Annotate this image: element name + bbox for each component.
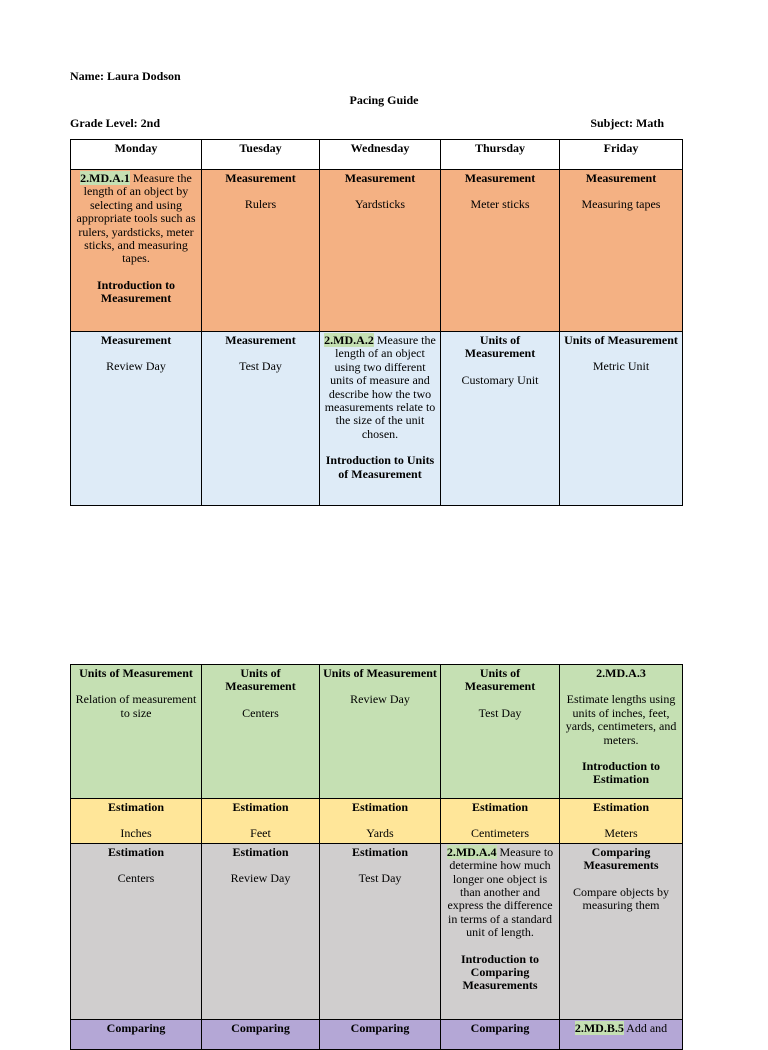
cell-w1-tuesday [202, 170, 320, 332]
cell-subtitle: Review Day [350, 692, 410, 707]
grade-level: Grade Level: 2nd [70, 116, 160, 130]
cell-title: Measurement [585, 171, 657, 185]
week-row-4 [71, 799, 683, 844]
day-tuesday: Tuesday [202, 140, 320, 170]
cell-title: Estimation [107, 844, 164, 859]
standard-text: Estimate lengths using units of inches, feet, yards, centimeters, and meters. [565, 692, 677, 747]
cell-w2-wednesday [320, 332, 441, 506]
cell-w5-tuesday [202, 843, 320, 1019]
cell-subtitle: Measuring tapes [581, 197, 661, 212]
cell-w5-monday [71, 843, 202, 1019]
standard-code: 2.MD.A.3 [596, 666, 646, 680]
cell-title: Units of Measurement [464, 333, 536, 361]
cell-w2-monday [71, 332, 202, 506]
week-row-6 [71, 1019, 683, 1049]
cell-w5-friday [560, 843, 683, 1019]
cell-w3-tuesday [202, 665, 320, 799]
cell-subtitle: Inches [120, 826, 152, 841]
cell-subtitle: Meter sticks [470, 197, 530, 212]
cell-w4-wednesday [320, 799, 441, 844]
cell-title: Estimation [351, 844, 408, 859]
standard-text: Add and [623, 1020, 668, 1035]
cell-w2-thursday [441, 332, 560, 506]
day-wednesday: Wednesday [320, 140, 441, 170]
cell-w3-monday [71, 665, 202, 799]
week-row-1 [71, 170, 683, 332]
standard-code: 2.MD.A.4 [446, 844, 497, 859]
cell-title: Units of Measurement [79, 666, 193, 680]
cell-title: Estimation [592, 800, 649, 814]
cell-w6-monday [71, 1019, 202, 1049]
cell-title: Measurement [464, 171, 536, 185]
cell-title: Units of Measurement [464, 666, 536, 694]
cell-title: Comparing [470, 1020, 530, 1035]
standard-code: 2.MD.A.1 [80, 171, 130, 185]
cell-subtitle: Test Day [358, 871, 402, 886]
cell-subtitle: Centers [117, 871, 155, 886]
cell-subtitle: Test Day [239, 359, 282, 374]
standard-text: Measure to determine how much longer one object is than another and express the difference in terms of a standard unit of length. [447, 844, 554, 940]
cell-subtitle: Metric Unit [592, 359, 650, 374]
day-thursday: Thursday [441, 140, 560, 170]
standard-text: Measure the length of an object by selecting and using appropriate tools such as rulers, yardsticks, meter sticks, and measuring tapes. [76, 171, 196, 266]
cell-w4-tuesday [202, 799, 320, 844]
cell-title: Estimation [107, 800, 164, 814]
cell-w2-tuesday [202, 332, 320, 506]
cell-subtitle: Customary Unit [461, 372, 539, 387]
intro-label: Introduction to Units of Measurement [325, 453, 435, 481]
cell-w3-thursday [441, 665, 560, 799]
cell-title: Measurement [225, 333, 296, 347]
cell-title: Measurement [225, 171, 296, 185]
day-friday: Friday [560, 140, 683, 170]
cell-w6-friday [560, 1019, 683, 1049]
standard-code: 2.MD.A.2 [324, 333, 374, 347]
cell-w1-friday [560, 170, 683, 332]
cell-subtitle: Centers [242, 705, 279, 720]
intro-label: Introduction to Measurement [96, 277, 176, 306]
cell-w6-tuesday [202, 1019, 320, 1049]
cell-subtitle: Meters [604, 826, 638, 841]
pacing-table-1 [70, 139, 683, 506]
cell-w2-friday [560, 332, 683, 506]
cell-w3-wednesday [320, 665, 441, 799]
cell-w4-friday [560, 799, 683, 844]
weekday-header-row [71, 140, 683, 170]
cell-w6-thursday [441, 1019, 560, 1049]
cell-subtitle: Compare objects by measuring them [573, 884, 669, 913]
cell-subtitle: Yards [366, 826, 394, 841]
cell-w5-wednesday [320, 843, 441, 1019]
pacing-table-2 [70, 664, 683, 1050]
cell-title: Comparing [350, 1020, 410, 1035]
cell-subtitle: Feet [250, 826, 271, 841]
day-monday: Monday [71, 140, 202, 170]
cell-title: Measurement [100, 333, 172, 347]
cell-subtitle: Centimeters [471, 826, 529, 841]
intro-label: Introduction to Comparing Measurements [460, 951, 540, 993]
cell-title: Comparing [231, 1020, 290, 1035]
cell-title: Comparing [106, 1020, 166, 1035]
week-row-3 [71, 665, 683, 799]
standard-code: 2.MD.B.5 [574, 1020, 624, 1035]
cell-title: Estimation [232, 844, 289, 859]
cell-title: Units of Measurement [564, 333, 678, 347]
week-row-2 [71, 332, 683, 506]
cell-w1-wednesday [320, 170, 441, 332]
cell-title: Estimation [471, 800, 528, 814]
cell-title: Comparing Measurements [583, 844, 659, 873]
cell-w5-thursday [441, 843, 560, 1019]
cell-w4-monday [71, 799, 202, 844]
page-title: Pacing Guide [349, 93, 419, 107]
cell-w3-friday [560, 665, 683, 799]
cell-title: Units of Measurement [225, 666, 296, 694]
cell-subtitle: Relation of measurement to size [75, 692, 197, 720]
standard-text: Measure the length of an object using two different units of measure and describe how the two measurements relate to the size of the unit chosen. [324, 333, 436, 441]
cell-w1-monday [71, 170, 202, 332]
cell-subtitle: Rulers [244, 197, 277, 212]
cell-title: Units of Measurement [323, 666, 437, 680]
cell-title: Estimation [232, 800, 289, 814]
cell-w4-thursday [441, 799, 560, 844]
cell-title: Estimation [351, 800, 408, 814]
student-name: Name: Laura Dodson [70, 69, 181, 83]
cell-subtitle: Review Day [230, 871, 291, 886]
subject: Subject: Math [590, 116, 664, 130]
cell-subtitle: Test Day [478, 705, 522, 720]
cell-title: Measurement [344, 171, 416, 185]
intro-label: Introduction to Estimation [581, 759, 661, 787]
cell-w6-wednesday [320, 1019, 441, 1049]
cell-subtitle: Yardsticks [354, 197, 406, 212]
cell-subtitle: Review Day [106, 359, 166, 374]
week-row-5 [71, 843, 683, 1019]
cell-w1-thursday [441, 170, 560, 332]
